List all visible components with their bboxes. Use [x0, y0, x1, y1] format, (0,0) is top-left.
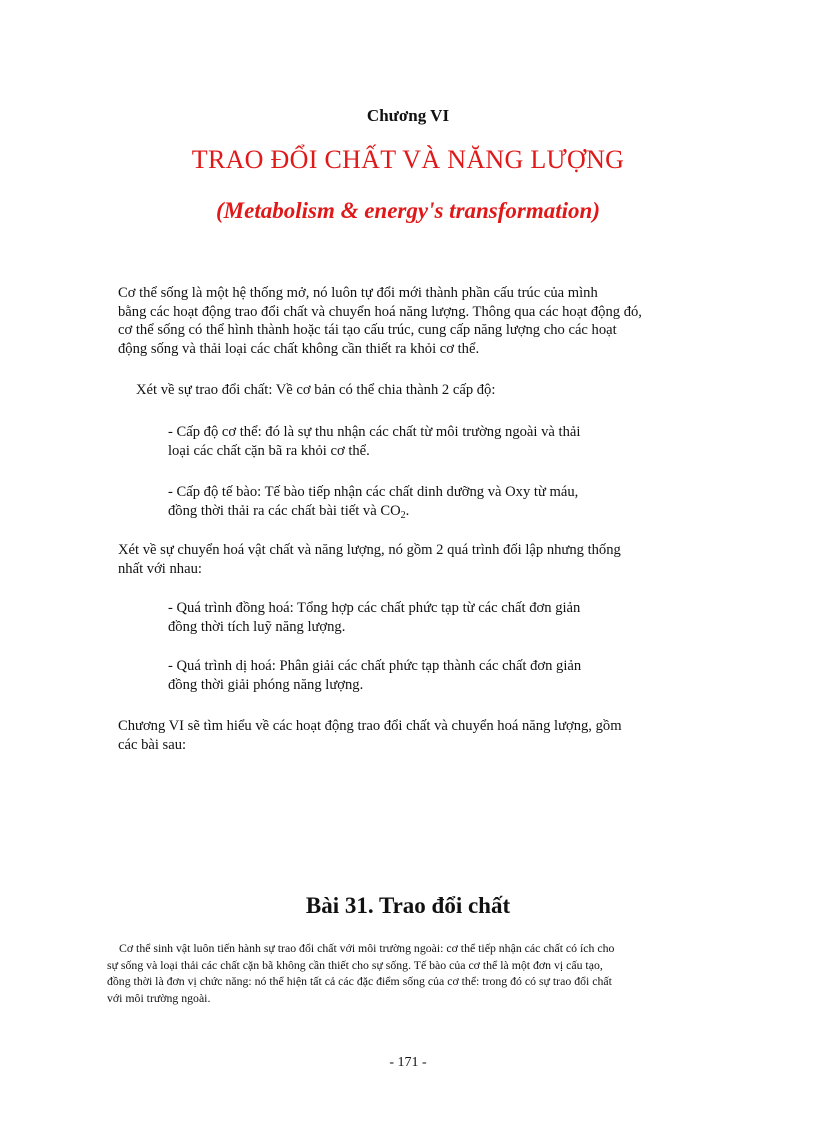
bullet-body-level [168, 423, 580, 460]
paragraph-transformation [118, 541, 621, 578]
text-line [168, 502, 578, 521]
text-line: đồng thời tích luỹ năng lượng. [168, 618, 346, 635]
text-line: Cơ thể sống là một hệ thống mở, nó luôn tự đổi mới thành phần cấu trúc của mình [118, 285, 598, 301]
text-line: - Quá trình đồng hoá: Tổng hợp các chất phức tạp từ các chất đơn giản [168, 600, 581, 616]
bullet-anabolism [168, 599, 580, 636]
chapter-title: TRAO ĐỔI CHẤT VÀ NĂNG LƯỢNG [191, 145, 625, 174]
text-line: Xét về sự trao đổi chất: Về cơ bản có thể chia thành 2 cấp độ: [136, 382, 496, 398]
text-line: đồng thời giải phóng năng lượng. [168, 676, 364, 693]
text-line: sự sống và loại thải các chất cặn bã không cần thiết cho sự sống. Tế bào của cơ thể là một đơn vị cấu tạo, [107, 957, 603, 972]
text-line: cơ thể sống có thể hình thành hoặc tái tạo cấu trúc, cung cấp năng lượng cho các hoạt [118, 322, 617, 338]
chapter-subtitle: (Metabolism & energy's transformation) [216, 198, 600, 223]
lesson-intro [107, 940, 614, 1006]
chapter-label: Chương VI [366, 106, 450, 125]
paragraph-metabolism-levels [136, 381, 495, 400]
text-line: - Quá trình dị hoá: Phân giải các chất phức tạp thành các chất đơn giản [168, 658, 582, 674]
text-fragment: đồng thời thải ra các chất bài tiết và CO [168, 502, 401, 519]
text-line: Cơ thể sinh vật luôn tiến hành sự trao đổi chất với môi trường ngoài: cơ thể tiếp nhận các chất có ích cho [119, 941, 615, 955]
text-line: đồng thời là đơn vị chức năng: nó thể hiện tất cả các đặc điểm sống của cơ thể: trong đó có sự trao đổi chất [107, 974, 612, 988]
page-number: - 171 - [389, 1055, 427, 1070]
text-line: loại các chất cặn bã ra khỏi cơ thể. [168, 442, 370, 459]
text-line: Xét về sự chuyển hoá vật chất và năng lượng, nó gồm 2 quá trình đối lập nhưng thống [118, 542, 621, 558]
lesson-title: Bài 31. Trao đổi chất [305, 893, 511, 918]
text-line: các bài sau: [118, 736, 187, 753]
paragraph-chapter-summary [118, 717, 622, 754]
text-fragment: . [405, 502, 410, 519]
text-line: động sống và thải loại các chất không cần thiết ra khỏi cơ thể. [118, 340, 480, 357]
text-line: bằng các hoạt động trao đổi chất và chuyển hoá năng lượng. Thông qua các hoạt động đó, [118, 303, 642, 320]
bullet-cell-level [168, 483, 578, 520]
bullet-catabolism [168, 657, 581, 694]
paragraph-intro [118, 284, 642, 358]
text-line: nhất với nhau: [118, 560, 202, 577]
subscript: 2 [400, 509, 406, 521]
text-line: - Cấp độ tế bào: Tế bào tiếp nhận các chất dinh dưỡng và Oxy từ máu, [168, 484, 579, 500]
text-line: với môi trường ngoài. [107, 990, 211, 1005]
text-line: - Cấp độ cơ thể: đó là sự thu nhận các chất từ môi trường ngoài và thải [168, 424, 581, 440]
text-line: Chương VI sẽ tìm hiểu về các hoạt động trao đổi chất và chuyển hoá năng lượng, gồm [118, 718, 622, 734]
